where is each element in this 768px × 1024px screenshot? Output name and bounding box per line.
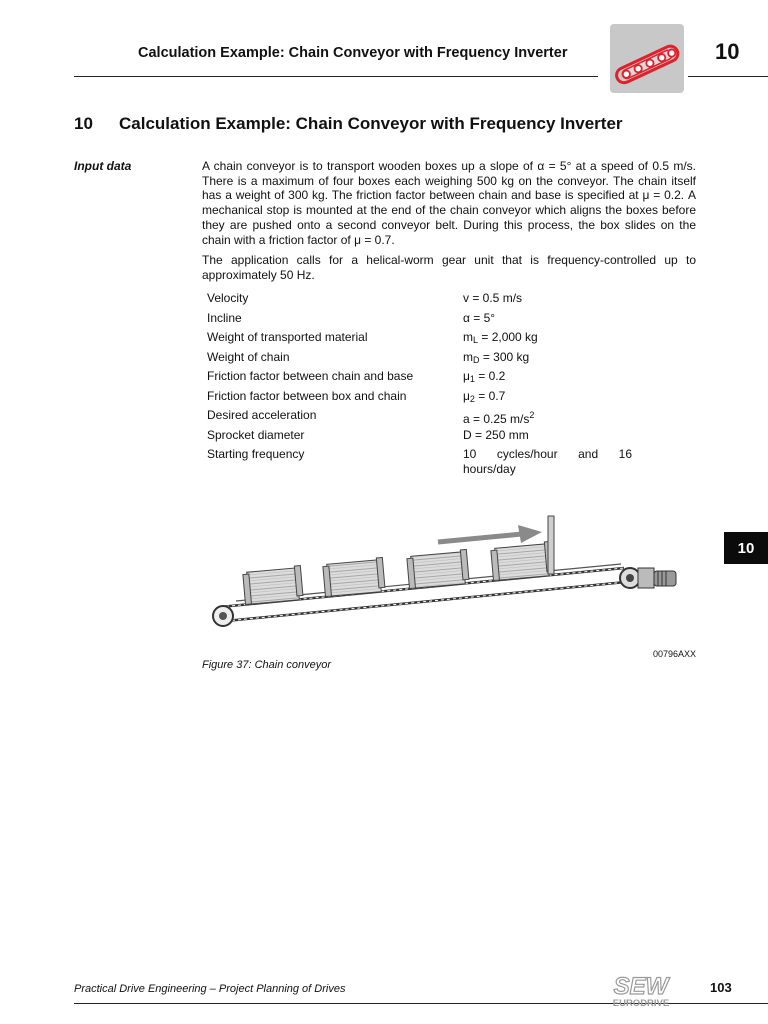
mechanical-stop: [548, 516, 554, 574]
parameter-value: [463, 350, 632, 370]
parameter-label: Velocity: [207, 291, 249, 305]
header-rule: [74, 76, 598, 77]
parameter-value-value_post: = 300 kg: [479, 349, 530, 364]
parameter-row: [202, 428, 632, 448]
parameter-label: Friction factor between chain and base: [207, 369, 414, 383]
parameter-label: Incline: [207, 310, 242, 325]
chapter-tab: 10: [724, 532, 768, 564]
figure-caption: Figure 37: Chain conveyor: [202, 659, 332, 671]
chain-link-icon: [610, 24, 684, 93]
parameter-label: Starting frequency: [207, 447, 305, 461]
parameter-value-value_post: = 0.7: [474, 388, 506, 403]
parameter-row: [202, 330, 632, 350]
parameter-row: [202, 447, 632, 476]
parameter-value-value_pre: D = 250 mm: [463, 427, 529, 442]
header-rule-right: [688, 76, 768, 77]
footer-title: Practical Drive Engineering – Project Planning of Drives: [74, 983, 346, 995]
parameter-value: [463, 408, 632, 428]
wooden-box: [407, 549, 469, 588]
parameter-value: [463, 369, 632, 389]
parameter-value: [463, 311, 632, 331]
wooden-box: [491, 541, 553, 580]
sew-eurodrive-logo: [603, 972, 679, 1012]
page-number: 103: [710, 980, 732, 995]
parameter-value-value_pre: α = 5°: [463, 310, 496, 325]
parameter-value-sub: D: [473, 354, 480, 365]
section-heading: [74, 114, 623, 134]
svg-text:EURODRIVE: EURODRIVE: [612, 998, 670, 1009]
parameter-value-value_pre: μ: [463, 388, 470, 403]
parameter-value-value_pre: a = 0.25 m/s: [463, 412, 530, 426]
parameter-label: Desired acceleration: [207, 408, 317, 422]
chapter-number: 10: [715, 39, 740, 64]
parameter-value: [463, 428, 632, 448]
parameter-value-value_pre: v = 0.5 m/s: [463, 291, 523, 305]
gearmotor: [620, 568, 676, 588]
parameter-label: Sprocket diameter: [207, 427, 305, 442]
section-number: 10: [74, 114, 93, 133]
running-header-title: Calculation Example: Chain Conveyor with Frequency Inverter: [138, 45, 568, 61]
wooden-box: [243, 566, 303, 605]
intro-paragraph: A chain conveyor is to transport wooden boxes up a slope of α = 5° at a speed of 0.5 m/s. There is a maximum of four boxes each weighing 500 kg on the conveyor. The chain itself has a weight of 300 kg. The friction factor between chain and base is specified at μ = 0.2. A mechanical stop is mounted at the end of the chain conveyor which aligns the boxes before they are pushed onto a second conveyor belt. During this process, the box slides on the chain with a friction factor of μ = 0.7.: [202, 159, 696, 247]
parameter-row: [202, 291, 632, 311]
parameter-value-value_pre: μ: [463, 369, 470, 383]
parameter-value-sub: 2: [469, 393, 475, 404]
parameter-value: [463, 389, 632, 409]
parameter-value-value_pre: m: [463, 330, 473, 344]
parameter-value-value_pre: m: [463, 349, 473, 364]
input-parameters-table: [202, 291, 632, 476]
parameter-value: [463, 447, 632, 476]
parameter-row: [202, 350, 632, 370]
input-data-label: Input data: [74, 159, 132, 173]
parameter-value-value_post: = 0.2: [474, 369, 506, 383]
application-paragraph: The application calls for a helical-worm gear unit that is frequency-controlled up to approximately 50 Hz.: [202, 253, 696, 282]
section-title: Calculation Example: Chain Conveyor with Frequency Inverter: [119, 114, 623, 133]
parameter-label: Friction factor between box and chain: [207, 388, 407, 403]
parameter-row: [202, 408, 632, 428]
parameter-row: [202, 369, 632, 389]
parameter-value-value_post: = 2,000 kg: [478, 330, 538, 344]
figure-code: 00796AXX: [653, 649, 697, 659]
parameter-value: [463, 330, 632, 350]
parameter-value-sup: 2: [529, 410, 535, 420]
parameter-label: Weight of transported material: [207, 330, 368, 344]
parameter-row: [202, 389, 632, 409]
chain-conveyor-figure: [206, 508, 682, 636]
parameter-value-value_pre: 10 cycles/hour and 16 hours/day: [463, 447, 632, 476]
parameter-value-sub: L: [473, 335, 479, 345]
wooden-box: [323, 557, 385, 596]
parameter-row: [202, 311, 632, 331]
parameter-value: [463, 291, 632, 311]
parameter-value-sub: 1: [469, 374, 475, 384]
direction-arrow: [438, 525, 542, 543]
parameter-label: Weight of chain: [207, 349, 290, 364]
svg-text:SEW: SEW: [613, 973, 669, 1000]
idler-sprocket: [213, 606, 233, 626]
